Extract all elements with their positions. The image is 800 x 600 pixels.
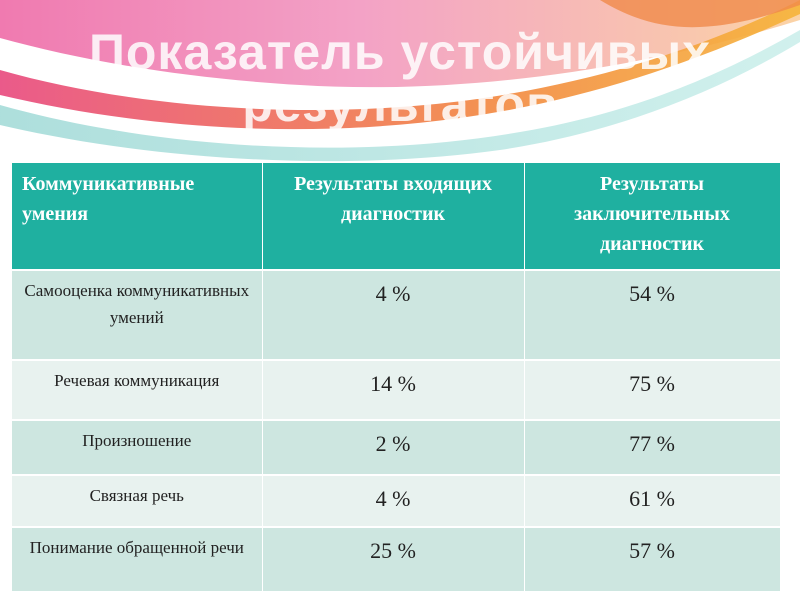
- skill-cell: Связная речь: [12, 475, 262, 527]
- header-incoming: Результаты входящих диагностик: [262, 163, 524, 270]
- incoming-cell: 25 %: [262, 527, 524, 591]
- skill-cell: Самооценка коммуникативных умений: [12, 270, 262, 360]
- table-row: [12, 420, 780, 475]
- incoming-cell: 4 %: [262, 475, 524, 527]
- table-row: [12, 527, 780, 591]
- final-cell: 75 %: [524, 360, 780, 420]
- incoming-cell: 4 %: [262, 270, 524, 360]
- title-line-1: Показатель устойчивых: [88, 24, 712, 80]
- final-cell: 77 %: [524, 420, 780, 475]
- final-cell: 57 %: [524, 527, 780, 591]
- skill-cell: Речевая коммуникация: [12, 360, 262, 420]
- table-row: [12, 270, 780, 360]
- table-header-row: [12, 163, 780, 270]
- skill-cell: Понимание обращенной речи: [12, 527, 262, 591]
- table-row: [12, 360, 780, 420]
- slide-title: [0, 26, 800, 130]
- final-cell: 61 %: [524, 475, 780, 527]
- table-row: [12, 475, 780, 527]
- incoming-cell: 2 %: [262, 420, 524, 475]
- skill-cell: Произношение: [12, 420, 262, 475]
- header-skills: Коммуникативные умения: [12, 163, 262, 270]
- results-table: [12, 163, 781, 591]
- incoming-cell: 14 %: [262, 360, 524, 420]
- title-line-2: результатов: [242, 76, 558, 132]
- header-final: Результаты заключительных диагностик: [524, 163, 780, 270]
- final-cell: 54 %: [524, 270, 780, 360]
